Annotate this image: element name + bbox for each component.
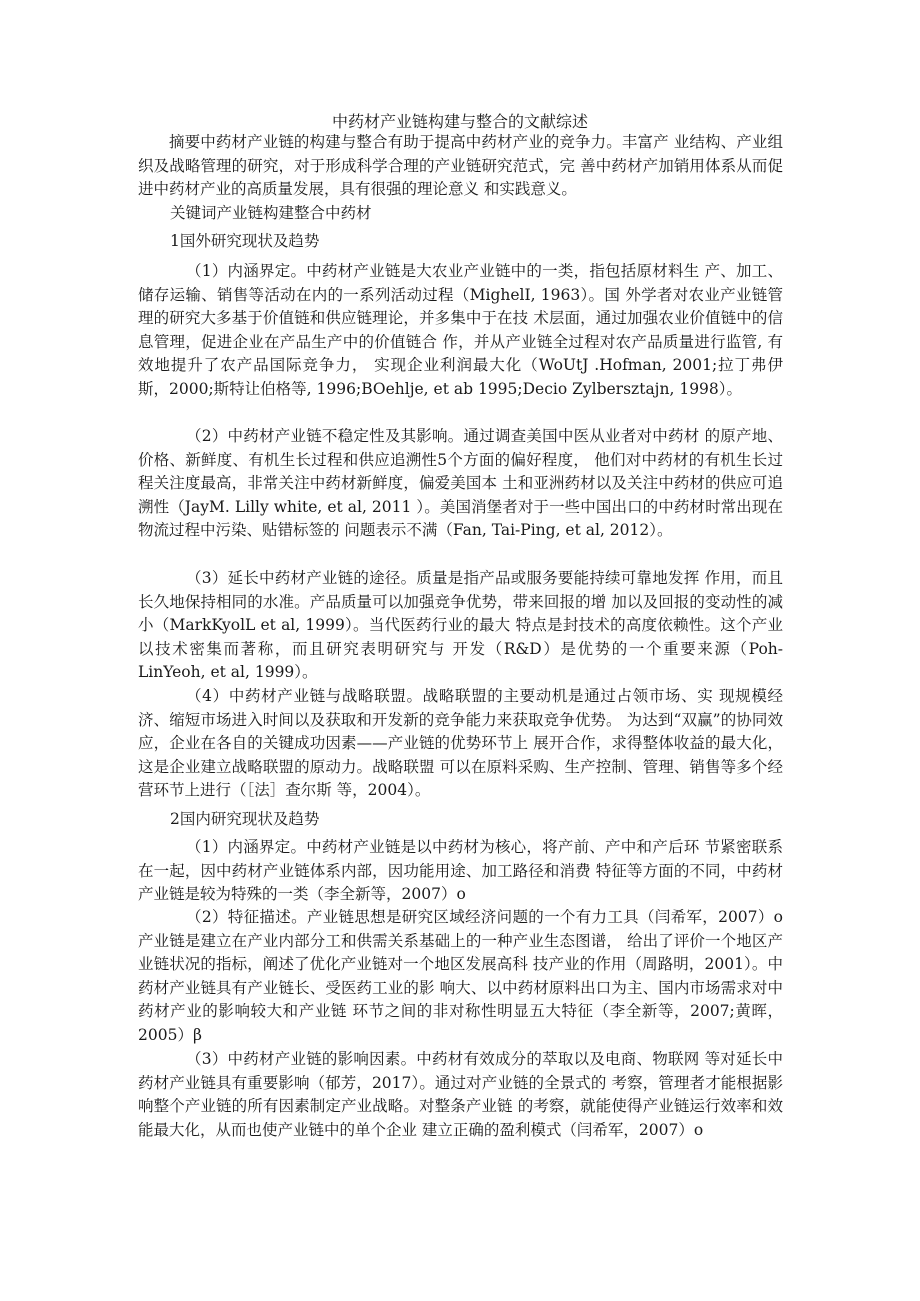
- section1-paragraph-2: （2）中药材产业链不稳定性及其影响。通过调查美国中医从业者对中药材 的原产地、价格、新鲜度、有机生长过程和供应追溯性5个方面的偏好程度， 他们对中药材的有机生长过程关注度最高，非常关注中药材新鲜度，偏爱美国本 土和亚洲药材以及关注中药材的供应可追溯性（JayM. Lilly white, et al, 2011 ）。美国消堡者对于一些中国出口的中药材时常出现在物流过程中污染、贴错标签的 问题表示不满（Fan, Tai-Ping, et al, 2012）。: [138, 427, 783, 539]
- section2-paragraph-1: （1）内涵界定。中药材产业链是以中药材为核心，将产前、产中和产后环 节紧密联系在一起，因中药材产业链体系内部，因功能用途、加工路径和消费 特征等方面的不同，中药材产业链是较为特殊的一类（李全新等，2007）o: [138, 838, 783, 903]
- section2-paragraph-2: （2）特征描述。产业链思想是研究区域经济问题的一个有力工具（闫希军，2007）o产业链是建立在产业内部分工和供需关系基础上的一种产业生态图谱， 给出了评价一个地区产业链状况的指标，阐述了优化产业链对一个地区发展高科 技产业的作用（周路明，2001）。中药材产业链具有产业链长、受医药工业的影 响大、以中药材原料出口为主、国内市场需求对中药材产业的影响较大和产业链 环节之间的非对称性明显五大特征（李全新等，2007;黄晖，2005）β: [138, 908, 783, 1044]
- keywords-line: 关键词产业链构建整合中药材: [170, 204, 372, 222]
- section1-paragraph-3: （3）延长中药材产业链的途径。质量是指产品或服务要能持续可靠地发挥 作用，而且长久地保持相同的水准。产品质量可以加强竞争优势，带来回报的增 加以及回报的变动性的减小（MarkKyolL et al, 1999）。当代医药行业的最大 特点是封技术的高度依赖性。这个产业以技术密集而著称，而且研究表明研究与 开发（R&D）是优势的一个重要来源（Poh-LinYeoh, et al, 1999）。: [138, 569, 783, 681]
- document-title: 中药材产业链构建与整合的文献综述: [331, 112, 588, 131]
- section1-paragraph-1: （1）内涵界定。中药材产业链是大农业产业链中的一类，指包括原材料生 产、加工、储存运输、销售等活动在内的一系列活动过程（MighelI, 1963）。国 外学者对农业产业链管理的研究大多基于价值链和供应链理论，并多集中于在技 术层面，通过加强农业价值链中的信息管理，促进企业在产品生产中的价值链合 作，并从产业链全过程对农产品质量进行监管, 有效地提升了农产品国际竞争力， 实现企业利润最大化（WoUtJ .Hofman, 2001;拉丁弗伊斯，2000;斯特让伯格等, 1996;BOehlje, et ab 1995;Decio Zylbersztajn, 1998）。: [138, 262, 783, 398]
- section1-paragraph-4: （4）中药材产业链与战略联盟。战略联盟的主要动机是通过占领市场、实 现规模经济、缩短市场进入时间以及获取和开发新的竞争能力来获取竞争优势。 为达到“双赢”的协同效应，企业在各自的关键成功因素——产业链的优势环节上 展开合作，求得整体收益的最大化，这是企业建立战略联盟的原动力。战略联盟 可以在原料采购、生产控制、管理、销售等多个经营环节上进行（［法］查尔斯 等，2004）。: [138, 687, 783, 799]
- abstract-paragraph: 摘要中药材产业链的构建与整合有助于提高中药材产业的竞争力。丰富产 业结构、产业组织及战略管理的研究，对于形成科学合理的产业链研究范式，完 善中药材产加销用体系从而促进中药材产业的高质量发展，具有很强的理论意义 和实践意义。: [138, 133, 783, 198]
- section-heading-2: 2国内研究现状及趋势: [170, 810, 320, 828]
- section2-paragraph-3: （3）中药材产业链的影响因素。中药材有效成分的萃取以及电商、物联网 等对延长中药材产业链具有重要影响（郁芳，2017）。通过对产业链的全景式的 考察，管理者才能根据影响整个产业链的所有因素制定产业战略。对整条产业链 的考察，就能使得产业链运行效率和效能最大化，从而也使产业链中的单个企业 建立正确的盈利模式（闫希军，2007）o: [138, 1050, 783, 1139]
- section-heading-1: 1国外研究现状及趋势: [170, 232, 320, 250]
